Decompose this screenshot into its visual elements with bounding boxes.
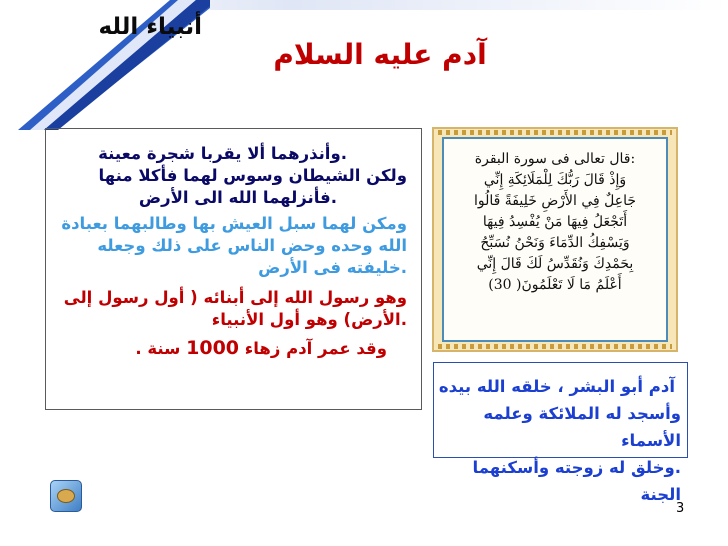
paragraph-2-line-2: .فأنزلهما الله الى الأرض: [138, 188, 337, 207]
quran-line-4: أَتَجْعَلُ فِيهَا مَنْ يُفْسِدُ فِيهَا: [482, 214, 628, 230]
paragraph-4: وهو رسول الله إلى أبنائه ( أول رسول إلى .الأرض) وهو أول الأنبياء: [63, 288, 407, 329]
corner-badge: [0, 0, 210, 130]
paragraph-5-end: .: [135, 339, 142, 358]
left-text-box: [45, 128, 422, 410]
quran-line-1: :قال تعالى فى سورة البقرة: [474, 151, 636, 167]
paragraph-5-prefix: وقد عمر آدم زهاء: [244, 339, 387, 358]
corner-label: أنبياء الله: [98, 14, 202, 40]
quran-line-7: أَعْلَمُ مَا لَا تَعْلَمُونَ( 30): [488, 277, 622, 293]
paragraph-3: ومكن لهما سبل العيش بها وطالبهما بعبادة الله وحده وحض الناس على ذلك وجعله .خليفته فى الأرض: [61, 214, 407, 277]
quran-line-5: وَيَسْفِكُ الدِّمَاءَ وَنَحْنُ نُسَبِّحُ: [480, 235, 630, 251]
adam-summary-text: [438, 373, 681, 508]
frame-border-bottom: [438, 344, 672, 349]
quran-line-2: وَإِذْ قَالَ رَبُّكَ لِلْمَلَائِكَةِ إِنِّي: [483, 172, 627, 188]
paragraph-1: .وأنذرهما ألا يقربا شجرة معينة: [98, 144, 347, 163]
quran-line-6: بِحَمْدِكَ وَنُقَدِّسُ لَكَ قَالَ إِنِّي: [476, 256, 634, 272]
adam-summary-box: [433, 362, 688, 504]
home-globe-icon[interactable]: [50, 480, 82, 512]
quran-verse-text: [450, 149, 660, 296]
globe-shape: [57, 489, 75, 503]
frame-border-top: [438, 130, 672, 135]
paragraph-5-number: 1000: [186, 337, 240, 359]
quran-line-3: جَاعِلٌ فِي الأَرْضِ خَلِيفَةً قَالُوا: [473, 193, 637, 209]
quran-verse-panel: [442, 137, 668, 342]
page-number: 3: [676, 501, 685, 516]
quran-verse-frame: [432, 127, 678, 352]
summary-line-3: .وخلق له زوجته وأسكنهما الجنة: [472, 458, 681, 504]
slide-title: آدم عليه السلام: [273, 38, 487, 71]
paragraph-5-suffix: سنة: [147, 339, 181, 358]
left-text: [46, 143, 421, 360]
summary-line-1: آدم أبو البشر ، خلقه الله بيده: [438, 377, 675, 396]
summary-line-2: وأسجد له الملائكة وعلمه الأسماء: [483, 404, 681, 450]
paragraph-5: [54, 337, 407, 360]
paragraph-2-line-1: ولكن الشيطان وسوس لهما فأكلا منها: [98, 166, 407, 185]
